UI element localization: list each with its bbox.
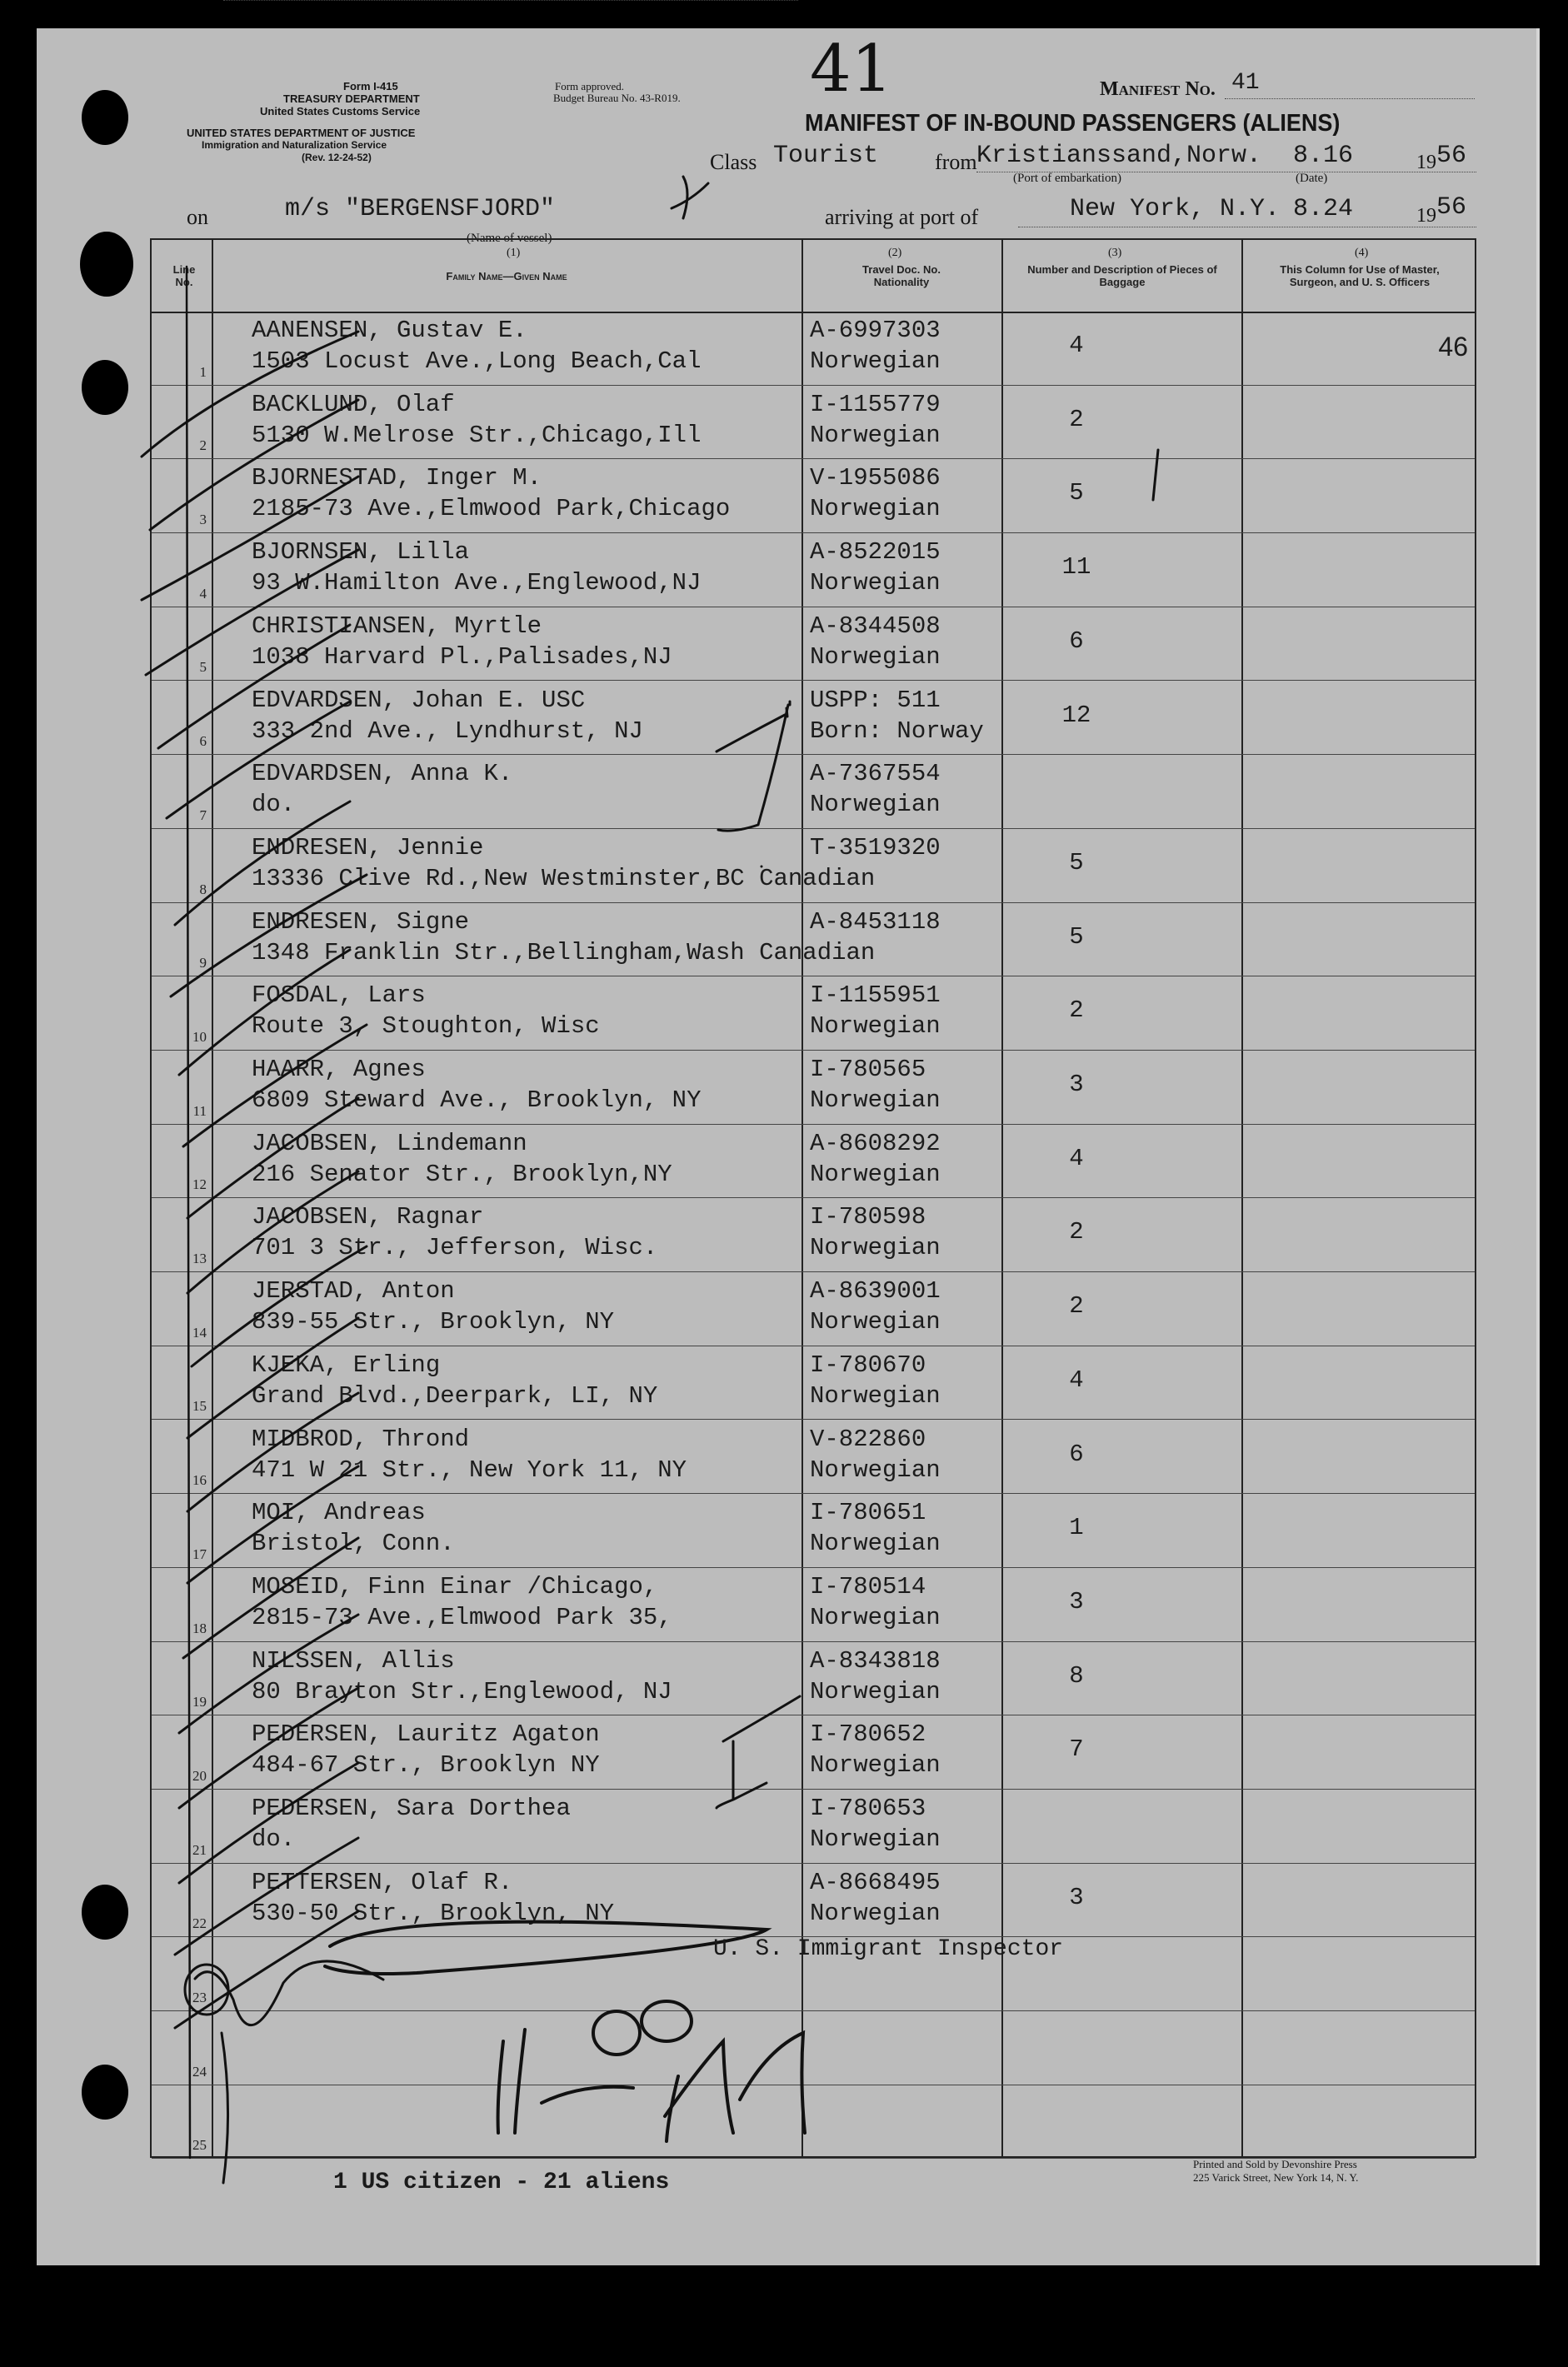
- table-row: [152, 1494, 1475, 1568]
- passenger-name: AANENSEN, Gustav E.: [252, 317, 527, 344]
- binder-hole: [82, 2065, 128, 2120]
- baggage-count: 6: [1069, 627, 1084, 655]
- service-name: United States Customs Service: [260, 105, 421, 117]
- nationality: Norwegian: [810, 1160, 941, 1188]
- line-number: 17: [192, 1546, 207, 1562]
- travel-doc-cell: [810, 1867, 941, 1929]
- baggage-count: 2: [1069, 1292, 1084, 1321]
- on-label: on: [187, 205, 208, 229]
- line-number: 23: [192, 1990, 207, 2006]
- officer-note: 46: [1438, 332, 1468, 362]
- travel-doc-number: A-8639001: [810, 1277, 941, 1306]
- arriving-label: arriving at port of: [825, 205, 979, 229]
- table-row: [152, 1568, 1475, 1642]
- passenger-name-address: [252, 389, 702, 451]
- printer-address: 225 Varick Street, New York 14, N. Y.: [1193, 2171, 1359, 2184]
- passenger-address: Route 3, Stoughton, Wisc: [252, 1012, 600, 1041]
- line-number: 6: [199, 733, 207, 750]
- table-row: [152, 1790, 1475, 1864]
- passenger-name: MIDBROD, Thrond: [252, 1425, 470, 1453]
- travel-doc-cell: [810, 832, 941, 863]
- passenger-name-address: [252, 1128, 672, 1190]
- passenger-name-address: [252, 832, 875, 894]
- passenger-name: PEDERSEN, Lauritz Agaton: [252, 1720, 600, 1749]
- line-number: 16: [192, 1472, 207, 1489]
- table-row: [152, 2085, 1475, 2160]
- baggage-count: 6: [1069, 1440, 1084, 1468]
- travel-doc-number: I-1155951: [810, 981, 941, 1010]
- travel-doc-number: A-8522015: [810, 538, 941, 567]
- line-number: 1: [199, 363, 207, 380]
- nationality: Norwegian: [810, 569, 941, 597]
- travel-doc-cell: [810, 1201, 941, 1263]
- nationality: Norwegian: [810, 1086, 941, 1114]
- header-baggage: Number and Description of Pieces of Baggage: [1027, 263, 1217, 288]
- passenger-summary: 1 US citizen - 21 aliens: [333, 2170, 670, 2195]
- manifest-no-value: 41: [1231, 70, 1260, 96]
- passenger-address: 80 Brayton Str.,Englewood, NJ: [252, 1677, 672, 1705]
- arrival-port: New York, N.Y.: [1070, 195, 1281, 223]
- nationality: Norwegian: [810, 1751, 941, 1780]
- nationality: Norwegian: [810, 1381, 941, 1410]
- line-number: 20: [192, 1767, 207, 1784]
- manifest-title: MANIFEST OF IN-BOUND PASSENGERS (ALIENS): [805, 110, 1341, 137]
- justice-dept: UNITED STATES DEPARTMENT OF JUSTICE: [187, 127, 416, 139]
- nationality: Norwegian: [810, 791, 941, 819]
- table-row: [152, 1715, 1475, 1790]
- passenger-address: 1503 Locust Ave.,Long Beach,Cal: [252, 347, 702, 375]
- date-caption: (Date): [1296, 172, 1328, 185]
- travel-doc-number: V-1955086: [810, 464, 941, 492]
- manifest-no-line: [1225, 98, 1475, 99]
- passenger-address: 839-55 Str., Brooklyn, NY: [252, 1308, 615, 1336]
- nationality: Norwegian: [810, 421, 941, 449]
- travel-doc-cell: [810, 1054, 941, 1116]
- travel-doc-cell: [810, 315, 941, 377]
- baggage-count: 5: [1069, 848, 1084, 876]
- budget-number: Budget Bureau No. 43-R019.: [553, 92, 681, 104]
- table-row: [152, 1125, 1475, 1199]
- passenger-name: JACOBSEN, Ragnar: [252, 1203, 484, 1231]
- travel-doc-cell: [810, 1645, 941, 1707]
- passenger-name: MOI, Andreas: [252, 1499, 426, 1527]
- dept-name: TREASURY DEPARTMENT: [283, 92, 420, 105]
- travel-doc-cell: [810, 1350, 941, 1411]
- class-label: Class: [710, 150, 757, 174]
- line-number: 3: [199, 512, 207, 528]
- passenger-name-address: [252, 1424, 687, 1486]
- header-line-no: Line No.: [172, 263, 196, 288]
- table-row: [152, 607, 1475, 682]
- baggage-count: 5: [1069, 922, 1084, 951]
- travel-doc-cell: [810, 980, 941, 1041]
- travel-doc-number: T-3519320: [810, 833, 941, 861]
- nationality: Norwegian: [810, 1825, 941, 1853]
- nationality: Norwegian: [810, 1234, 941, 1262]
- travel-doc-cell: [810, 1424, 941, 1486]
- travel-doc-number: A-8343818: [810, 1646, 941, 1675]
- line-number: 21: [192, 1841, 207, 1858]
- baggage-count: 4: [1069, 1144, 1084, 1172]
- travel-doc-cell: [810, 685, 984, 747]
- table-row: [152, 1272, 1475, 1346]
- travel-doc-number: I-780514: [810, 1572, 926, 1600]
- travel-doc-number: A-8344508: [810, 612, 941, 640]
- passenger-address: 471 W 21 Str., New York 11, NY: [252, 1456, 687, 1484]
- header-name: Family Name—Given Name: [446, 269, 567, 282]
- passenger-name-address: [252, 1201, 657, 1263]
- table-row: [152, 459, 1475, 533]
- passenger-address: 1038 Harvard Pl.,Palisades,NJ: [252, 642, 672, 671]
- vessel-line: [223, 0, 798, 1]
- travel-doc-cell: [810, 537, 941, 598]
- travel-doc-number: USPP: 511: [810, 686, 941, 714]
- line-number: 22: [192, 1915, 207, 1932]
- passenger-address: 484-67 Str., Brooklyn NY: [252, 1751, 600, 1780]
- passenger-address: Bristol, Conn.: [252, 1530, 455, 1558]
- passenger-name: BJORNSEN, Lilla: [252, 538, 470, 567]
- table-row: [152, 1346, 1475, 1421]
- table-row: [152, 386, 1475, 460]
- table-row: [152, 755, 1475, 829]
- passenger-name: CHRISTIANSEN, Myrtle: [252, 612, 542, 640]
- travel-doc-cell: [810, 611, 941, 672]
- table-row: [152, 1421, 1475, 1495]
- baggage-count: 1: [1069, 1514, 1084, 1542]
- line-number: 15: [192, 1398, 207, 1415]
- year-prefix-1: 19: [1416, 152, 1436, 173]
- travel-doc-number: I-780565: [810, 1056, 926, 1083]
- travel-doc-number: A-7367554: [810, 760, 941, 788]
- passenger-name-address: [252, 1867, 614, 1929]
- header-travel-doc: Travel Doc. No. Nationality: [862, 263, 941, 288]
- passenger-address: 1348 Franklin Str.,Bellingham,Wash Canadian: [252, 938, 876, 966]
- travel-doc-cell: [810, 1719, 941, 1780]
- travel-doc-cell: [810, 758, 941, 820]
- passenger-name-address: [252, 1645, 672, 1707]
- col2-number: (2): [888, 247, 902, 259]
- passenger-name: BJORNESTAD, Inger M.: [252, 464, 542, 492]
- passenger-address: 530-50 Str., Brooklyn, NY: [252, 1899, 615, 1927]
- line-number: 14: [192, 1324, 207, 1341]
- passenger-name: EDVARDSEN, Anna K.: [252, 760, 513, 788]
- form-approval: Form approved.: [555, 80, 625, 92]
- passenger-name-address: [252, 1719, 600, 1780]
- table-row: [152, 1198, 1475, 1272]
- binder-hole: [82, 360, 128, 415]
- table-row: [152, 976, 1475, 1051]
- line-number: 19: [192, 1694, 207, 1710]
- departure-year: 56: [1436, 142, 1467, 170]
- table-row: [152, 829, 1475, 903]
- passenger-name: ENDRESEN, Signe: [252, 907, 470, 936]
- port-embark-caption: (Port of embarkation): [1013, 172, 1121, 185]
- baggage-count: 3: [1069, 1883, 1084, 1911]
- passenger-address: Grand Blvd.,Deerpark, LI, NY: [252, 1381, 658, 1410]
- nationality: Norwegian: [810, 642, 941, 671]
- travel-doc-number: A-8453118: [810, 907, 941, 936]
- departure-date: 8.16: [1293, 142, 1354, 170]
- line-number: 13: [192, 1251, 207, 1267]
- line-number: 8: [199, 881, 207, 897]
- vessel-name: m/s "BERGENSFJORD": [285, 195, 556, 223]
- inspector-label: U. S. Immigrant Inspector: [713, 1936, 1064, 1962]
- passenger-address: 216 Senator Str., Brooklyn,NY: [252, 1160, 672, 1188]
- passenger-name: FOSDAL, Lars: [252, 981, 426, 1010]
- table-row: [152, 312, 1475, 386]
- line-number: 12: [192, 1176, 207, 1193]
- passenger-name: MOSEID, Finn Einar /Chicago,: [252, 1572, 658, 1600]
- passenger-name: PEDERSEN, Sara Dorthea: [252, 1795, 571, 1822]
- nationality: Norwegian: [810, 1012, 941, 1041]
- baggage-count: 4: [1069, 332, 1084, 359]
- passenger-address: 93 W.Hamilton Ave.,Englewood,NJ: [252, 569, 702, 597]
- nationality: Norwegian: [810, 1456, 941, 1484]
- arrival-year: 56: [1436, 193, 1467, 222]
- baggage-count: 2: [1069, 405, 1084, 433]
- table-row: [152, 533, 1475, 607]
- travel-doc-cell: [810, 1128, 941, 1190]
- passenger-name: JACOBSEN, Lindemann: [252, 1129, 527, 1157]
- travel-doc-number: V-822860: [810, 1425, 926, 1453]
- passenger-name-address: [252, 685, 643, 747]
- passenger-address: 5130 W.Melrose Str.,Chicago,Ill: [252, 421, 702, 449]
- passenger-name-address: [252, 462, 730, 524]
- line-number: 2: [199, 437, 207, 454]
- travel-doc-number: I-780670: [810, 1351, 926, 1379]
- line-number: 9: [199, 955, 207, 971]
- table-row: [152, 1642, 1475, 1716]
- passenger-name-address: [252, 1350, 657, 1411]
- baggage-count: 2: [1069, 996, 1084, 1025]
- table-row: [152, 1864, 1475, 1938]
- form-revision: (Rev. 12-24-52): [302, 152, 372, 163]
- baggage-count: 11: [1061, 553, 1091, 582]
- nationality: Norwegian: [810, 1603, 941, 1631]
- col4-number: (4): [1355, 247, 1369, 259]
- year-prefix-2: 19: [1416, 205, 1436, 227]
- passenger-name-address: [252, 315, 702, 377]
- arrival-date: 8.24: [1293, 195, 1354, 223]
- passenger-address: 701 3 Str., Jefferson, Wisc.: [252, 1234, 658, 1262]
- travel-doc-cell: [810, 906, 941, 937]
- header-officers: This Column for Use of Master, Surgeon, and U. S. Officers: [1280, 263, 1440, 288]
- baggage-count: 2: [1069, 1218, 1084, 1246]
- line-number: 4: [199, 585, 207, 602]
- binder-hole: [80, 232, 133, 297]
- line-number: 24: [192, 2063, 207, 2080]
- form-number: Form I-415: [343, 80, 398, 92]
- passenger-name: NILSSEN, Allis: [252, 1646, 455, 1675]
- passenger-name-address: [252, 906, 875, 968]
- travel-doc-number: I-1155779: [810, 390, 941, 418]
- line-number: 10: [192, 1028, 207, 1045]
- table-row: [152, 682, 1475, 756]
- passenger-name-address: [252, 537, 702, 598]
- line-number: 18: [192, 1620, 207, 1636]
- printer-name: Printed and Sold by Devonshire Press: [1193, 2158, 1357, 2170]
- passenger-name-address: [252, 1276, 614, 1337]
- manifest-no-label: Manifest No.: [1100, 78, 1216, 100]
- class-value: Tourist: [773, 142, 879, 170]
- table-row: [152, 1051, 1475, 1125]
- passenger-name: HAARR, Agnes: [252, 1056, 426, 1083]
- passenger-name-address: [252, 1054, 702, 1116]
- col1-number: (1): [507, 247, 521, 259]
- passenger-name: JERSTAD, Anton: [252, 1277, 455, 1306]
- passenger-table: [150, 238, 1476, 2158]
- passenger-name-address: [252, 1793, 571, 1855]
- passenger-address: do.: [252, 791, 296, 819]
- binder-hole: [82, 1885, 128, 1940]
- baggage-count: 12: [1061, 701, 1091, 729]
- travel-doc-number: I-780652: [810, 1720, 926, 1749]
- baggage-count: 3: [1069, 1587, 1084, 1615]
- travel-doc-number: I-780653: [810, 1795, 926, 1822]
- travel-doc-cell: [810, 1276, 941, 1337]
- passenger-name: PETTERSEN, Olaf R.: [252, 1868, 513, 1896]
- baggage-count: 3: [1069, 1071, 1084, 1098]
- passenger-name: EDVARDSEN, Johan E. USC: [252, 686, 586, 714]
- nationality: Norwegian: [810, 1677, 941, 1705]
- nationality: Norwegian: [810, 1530, 941, 1558]
- passenger-name: ENDRESEN, Jennie: [252, 833, 484, 861]
- line-number: 7: [199, 806, 207, 823]
- line-number: 11: [192, 1102, 207, 1119]
- line-number: 5: [199, 659, 207, 676]
- passenger-address: 2815-73 Ave.,Elmwood Park 35,: [252, 1603, 672, 1631]
- travel-doc-cell: [810, 1793, 941, 1855]
- port-of-embarkation: Kristianssand,Norw.: [976, 142, 1262, 170]
- travel-doc-cell: [810, 462, 941, 524]
- passenger-name-address: [252, 1497, 455, 1559]
- passenger-address: 2185-73 Ave.,Elmwood Park,Chicago: [252, 495, 731, 523]
- passenger-name: KJEKA, Erling: [252, 1351, 441, 1379]
- col3-number: (3): [1108, 247, 1122, 259]
- travel-doc-cell: [810, 1571, 941, 1633]
- baggage-count: 7: [1069, 1735, 1084, 1764]
- nationality: Born: Norway: [810, 717, 984, 745]
- baggage-count: 8: [1069, 1661, 1084, 1690]
- travel-doc-cell: [810, 389, 941, 451]
- passenger-address: 6809 Steward Ave., Brooklyn, NY: [252, 1086, 702, 1114]
- travel-doc-number: I-780651: [810, 1499, 926, 1527]
- passenger-address: do.: [252, 1825, 296, 1853]
- from-label: from: [935, 150, 977, 174]
- travel-doc-cell: [810, 1497, 941, 1559]
- nationality: Norwegian: [810, 1899, 941, 1927]
- vessel-caption: (Name of vessel): [467, 232, 552, 245]
- passenger-name-address: [252, 611, 672, 672]
- passenger-name-address: [252, 1571, 672, 1633]
- handwritten-manifest-number: 41: [810, 32, 893, 107]
- passenger-name-address: [252, 980, 600, 1041]
- passenger-name-address: [252, 758, 512, 820]
- nationality: Norwegian: [810, 1308, 941, 1336]
- baggage-count: 5: [1069, 479, 1084, 507]
- travel-doc-number: A-8608292: [810, 1129, 941, 1157]
- table-row: [152, 903, 1475, 977]
- binder-hole: [82, 90, 128, 145]
- passenger-address: 13336 Clive Rd.,New Westminster,BC Canadian: [252, 864, 876, 892]
- travel-doc-number: A-8668495: [810, 1868, 941, 1896]
- nationality: Norwegian: [810, 347, 941, 375]
- passenger-address: 333 2nd Ave., Lyndhurst, NJ: [252, 717, 643, 745]
- baggage-count: 4: [1069, 1366, 1084, 1394]
- line-number: 25: [192, 2137, 207, 2154]
- passenger-name: BACKLUND, Olaf: [252, 390, 455, 418]
- table-row: [152, 2011, 1475, 2085]
- nationality: Norwegian: [810, 495, 941, 523]
- ins-name: Immigration and Naturalization Service: [202, 139, 387, 151]
- travel-doc-number: A-6997303: [810, 317, 941, 344]
- travel-doc-number: I-780598: [810, 1203, 926, 1231]
